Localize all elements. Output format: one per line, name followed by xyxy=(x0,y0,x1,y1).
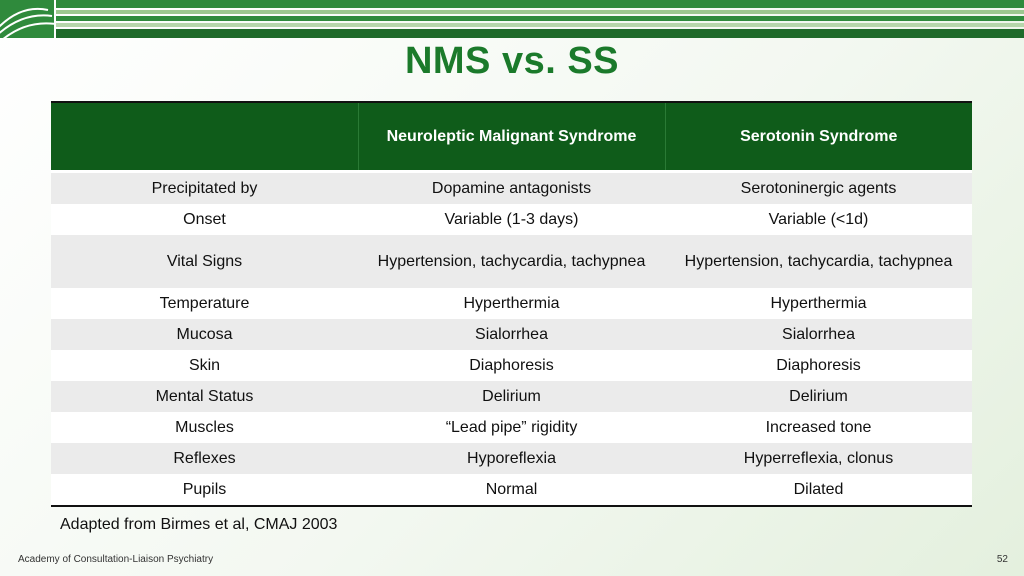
header-cell-empty xyxy=(51,102,358,172)
ss-cell: Variable (<1d) xyxy=(665,204,972,235)
header-band xyxy=(56,16,1024,21)
table-row xyxy=(51,288,972,319)
table-row xyxy=(51,443,972,474)
row-label: Mucosa xyxy=(51,319,358,350)
table-row xyxy=(51,474,972,506)
table-row xyxy=(51,381,972,412)
page-number: 52 xyxy=(996,554,1008,565)
nms-cell: Dopamine antagonists xyxy=(358,172,665,205)
ss-cell: Diaphoresis xyxy=(665,350,972,381)
row-label: Pupils xyxy=(51,474,358,506)
ss-cell: Dilated xyxy=(665,474,972,506)
ss-cell: Hyperthermia xyxy=(665,288,972,319)
footer-text: Academy of Consultation-Liaison Psychiatry xyxy=(18,554,214,565)
header-cell-nms: Neuroleptic Malignant Syndrome xyxy=(358,102,665,172)
nms-cell: “Lead pipe” rigidity xyxy=(358,412,665,443)
table-row xyxy=(51,172,972,205)
table-row xyxy=(51,204,972,235)
header-band xyxy=(56,10,1024,14)
nms-cell: Sialorrhea xyxy=(358,319,665,350)
table-row xyxy=(51,235,972,288)
nms-cell: Hypertension, tachycardia, tachypnea xyxy=(358,235,665,288)
header-band xyxy=(56,29,1024,38)
header-cell-ss: Serotonin Syndrome xyxy=(665,102,972,172)
comparison-table xyxy=(51,101,972,507)
row-label: Muscles xyxy=(51,412,358,443)
table-header-row xyxy=(51,102,972,172)
nms-cell: Normal xyxy=(358,474,665,506)
nms-cell: Hyporeflexia xyxy=(358,443,665,474)
row-label: Vital Signs xyxy=(51,235,358,288)
ss-cell: Serotoninergic agents xyxy=(665,172,972,205)
ss-cell: Increased tone xyxy=(665,412,972,443)
row-label: Mental Status xyxy=(51,381,358,412)
table-row xyxy=(51,319,972,350)
row-label: Skin xyxy=(51,350,358,381)
header-band xyxy=(56,0,1024,8)
ss-cell: Delirium xyxy=(665,381,972,412)
nms-cell: Diaphoresis xyxy=(358,350,665,381)
nms-cell: Variable (1-3 days) xyxy=(358,204,665,235)
row-label: Precipitated by xyxy=(51,172,358,205)
row-label: Onset xyxy=(51,204,358,235)
academy-logo-icon xyxy=(0,0,54,38)
ss-cell: Sialorrhea xyxy=(665,319,972,350)
ss-cell: Hypertension, tachycardia, tachypnea xyxy=(665,235,972,288)
ss-cell: Hyperreflexia, clonus xyxy=(665,443,972,474)
header-band xyxy=(56,23,1024,27)
row-label: Reflexes xyxy=(51,443,358,474)
row-label: Temperature xyxy=(51,288,358,319)
slide-title: NMS vs. SS xyxy=(404,40,620,82)
table-row xyxy=(51,350,972,381)
nms-cell: Delirium xyxy=(358,381,665,412)
table-row xyxy=(51,412,972,443)
nms-cell: Hyperthermia xyxy=(358,288,665,319)
citation-text: Adapted from Birmes et al, CMAJ 2003 xyxy=(60,516,338,533)
